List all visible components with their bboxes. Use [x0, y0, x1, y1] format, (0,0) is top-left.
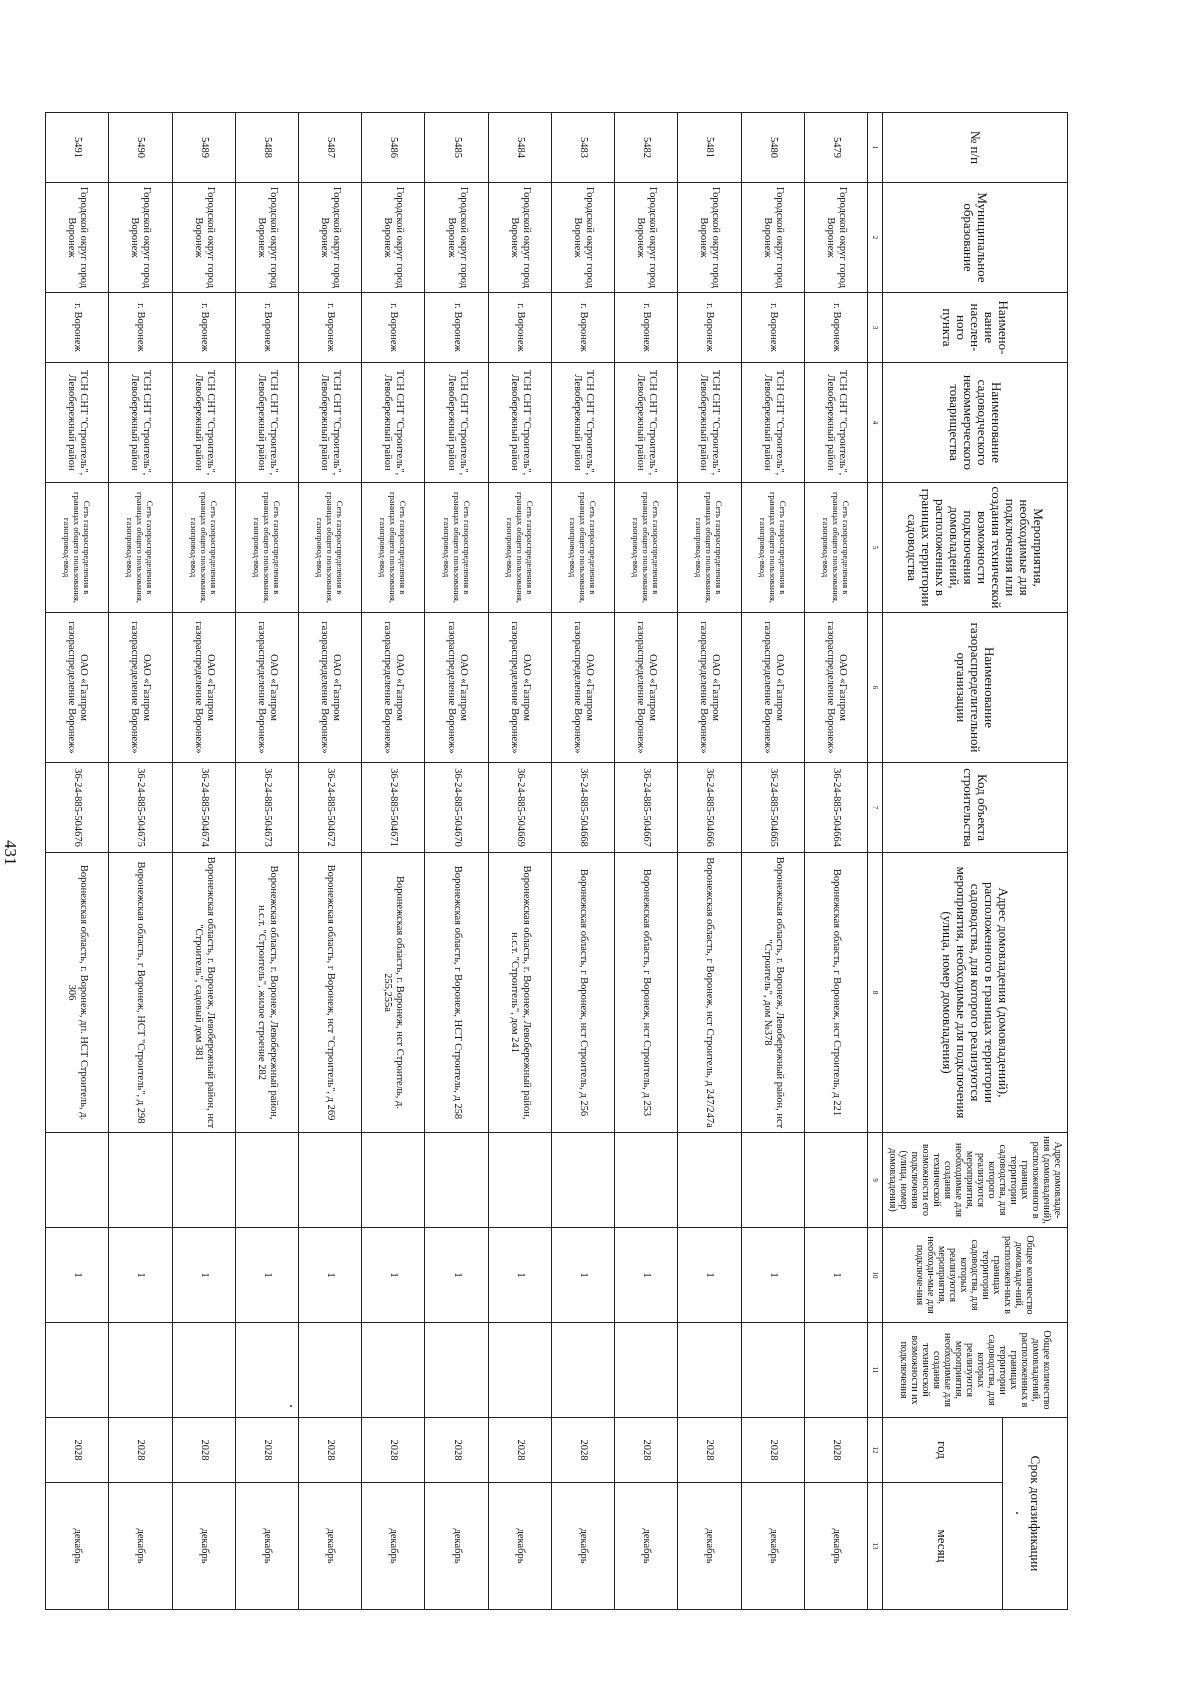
gas-org: ОАО «Газпром газораспределение Воронеж»: [804, 613, 867, 763]
measures: Сеть газораспределения в границах общего пользования, газопровод-ввод: [235, 483, 298, 613]
settlement: г. Воронеж: [172, 293, 235, 363]
address-connection: Воронежская область, г. Воронеж, нст Строитель, д. 255,255а: [362, 853, 425, 1133]
snt-name: ТСН СНТ "Строитель", Левобережный район: [488, 363, 551, 483]
snt-name: ТСН СНТ "Строитель", Левобережный район: [46, 363, 109, 483]
gasification-table-container: [45, 112, 1068, 1609]
row-number: 5479: [804, 113, 867, 183]
deadline-month: декабрь: [741, 1483, 804, 1610]
row-number: 5486: [362, 113, 425, 183]
count-connection: 1: [172, 1228, 235, 1323]
municipality: Городской округ город Воронеж: [804, 183, 867, 293]
deadline-year: 2028: [488, 1418, 551, 1483]
measures: Сеть газораспределения в границах общего пользования, газопровод-ввод: [109, 483, 172, 613]
snt-name: ТСН СНТ "Строитель", Левобережный район: [172, 363, 235, 483]
count-technical: [235, 1323, 298, 1418]
table-row: [109, 113, 172, 1610]
address-technical: [235, 1133, 298, 1228]
header-count-technical: Общее количество домовладений, расположенных в границах территории садоводства, для которых реализуются мероприятия, необходимые для создания технической возможности их подключения: [883, 1323, 1068, 1418]
table-row: [299, 113, 362, 1610]
count-technical: [425, 1323, 488, 1418]
header-object-code: Код объекта строительства: [883, 763, 1068, 853]
settlement: г. Воронеж: [425, 293, 488, 363]
count-connection: 1: [109, 1228, 172, 1323]
object-code: 36-24-885-504675: [109, 763, 172, 853]
gas-org: ОАО «Газпром газораспределение Воронеж»: [488, 613, 551, 763]
object-code: 36-24-885-504670: [425, 763, 488, 853]
header-settlement: Наимено-вание населен-ного пункта: [883, 293, 1068, 363]
snt-name: ТСН СНТ "Строитель", Левобережный район: [109, 363, 172, 483]
gasification-table: [45, 112, 1068, 1610]
address-technical: [488, 1133, 551, 1228]
settlement: г. Воронеж: [741, 293, 804, 363]
count-connection: 1: [235, 1228, 298, 1323]
gas-org: ОАО «Газпром газораспределение Воронеж»: [741, 613, 804, 763]
count-technical: [46, 1323, 109, 1418]
count-connection: 1: [741, 1228, 804, 1323]
column-number: 1: [868, 113, 883, 183]
gas-org: ОАО «Газпром газораспределение Воронеж»: [235, 613, 298, 763]
column-number: 12: [868, 1418, 883, 1483]
snt-name: ТСН СНТ "Строитель", Левобережный район: [425, 363, 488, 483]
object-code: 36-24-885-504676: [46, 763, 109, 853]
object-code: 36-24-885-504667: [615, 763, 678, 853]
gas-org: ОАО «Газпром газораспределение Воронеж»: [299, 613, 362, 763]
row-number: 5483: [551, 113, 614, 183]
snt-name: ТСН СНТ "Строитель", Левобережный район: [299, 363, 362, 483]
object-code: 36-24-885-504668: [551, 763, 614, 853]
snt-name: ТСН СНТ "Строитель", Левобережный район: [235, 363, 298, 483]
count-connection: 1: [362, 1228, 425, 1323]
deadline-year: 2028: [235, 1418, 298, 1483]
scan-speck: [1016, 1512, 1018, 1514]
gas-org: ОАО «Газпром газораспределение Воронеж»: [425, 613, 488, 763]
snt-name: ТСН СНТ "Строитель", Левобережный район: [741, 363, 804, 483]
settlement: г. Воронеж: [109, 293, 172, 363]
column-number: 9: [868, 1133, 883, 1228]
column-number: 6: [868, 613, 883, 763]
deadline-year: 2028: [741, 1418, 804, 1483]
object-code: 36-24-885-504664: [804, 763, 867, 853]
address-connection: Воронежская область, г. Воронеж, Левобережный район, нст "Строитель", дом №378: [741, 853, 804, 1133]
header-month: месяц: [883, 1483, 1003, 1610]
row-number: 5481: [678, 113, 741, 183]
table-body: [46, 113, 868, 1610]
header-deadline: Срок догазификации: [1003, 1418, 1068, 1610]
address-technical: [551, 1133, 614, 1228]
column-number: 10: [868, 1228, 883, 1323]
municipality: Городской округ город Воронеж: [741, 183, 804, 293]
deadline-month: декабрь: [678, 1483, 741, 1610]
deadline-month: декабрь: [804, 1483, 867, 1610]
table-row: [425, 113, 488, 1610]
settlement: г. Воронеж: [488, 293, 551, 363]
deadline-month: декабрь: [109, 1483, 172, 1610]
deadline-year: 2028: [551, 1418, 614, 1483]
address-technical: [615, 1133, 678, 1228]
snt-name: ТСН СНТ "Строитель", Левобережный район: [551, 363, 614, 483]
table-row: [362, 113, 425, 1610]
header-year: год: [883, 1418, 1003, 1483]
municipality: Городской округ город Воронеж: [551, 183, 614, 293]
address-connection: Воронежская область, г. Воронеж, Левобережный район, нст "Строитель", садовый дом 381: [172, 853, 235, 1133]
table-row: [551, 113, 614, 1610]
count-connection: 1: [615, 1228, 678, 1323]
municipality: Городской округ город Воронеж: [235, 183, 298, 293]
count-technical: [678, 1323, 741, 1418]
measures: Сеть газораспределения в границах общего пользования, газопровод-ввод: [741, 483, 804, 613]
address-connection: Воронежская область, г. Воронеж, дп. НСТ Строитель, д. 306: [46, 853, 109, 1133]
settlement: г. Воронеж: [46, 293, 109, 363]
municipality: Городской округ город Воронеж: [488, 183, 551, 293]
count-technical: [362, 1323, 425, 1418]
address-technical: [109, 1133, 172, 1228]
gas-org: ОАО «Газпром газораспределение Воронеж»: [362, 613, 425, 763]
settlement: г. Воронеж: [615, 293, 678, 363]
deadline-year: 2028: [299, 1418, 362, 1483]
address-connection: Воронежская область, г Воронеж, нст "Строитель", д 269: [299, 853, 362, 1133]
row-number: 5487: [299, 113, 362, 183]
address-technical: [299, 1133, 362, 1228]
count-technical: [741, 1323, 804, 1418]
address-technical: [46, 1133, 109, 1228]
address-technical: [804, 1133, 867, 1228]
address-technical: [172, 1133, 235, 1228]
table-row: [46, 113, 109, 1610]
count-technical: [615, 1323, 678, 1418]
municipality: Городской округ город Воронеж: [172, 183, 235, 293]
object-code: 36-24-885-504669: [488, 763, 551, 853]
deadline-year: 2028: [425, 1418, 488, 1483]
measures: Сеть газораспределения в границах общего пользования, газопровод-ввод: [551, 483, 614, 613]
deadline-year: 2028: [678, 1418, 741, 1483]
deadline-year: 2028: [804, 1418, 867, 1483]
count-connection: 1: [488, 1228, 551, 1323]
table-row: [804, 113, 867, 1610]
object-code: 36-24-885-504671: [362, 763, 425, 853]
header-count-connection: Общее количество домовладе-ний, расположен-ных в границах территории садоводства, для которых реализуются мероприятия, необходи-мые для подключе-ния: [883, 1228, 1068, 1323]
header-number: № п/п: [883, 113, 1068, 183]
column-number: 2: [868, 183, 883, 293]
municipality: Городской округ город Воронеж: [299, 183, 362, 293]
address-connection: Воронежская область, г. Воронеж, Левобережный район, н.с.т. "Строитель", жилое строение 282: [235, 853, 298, 1133]
count-connection: 1: [804, 1228, 867, 1323]
address-connection: Воронежская область, г Воронеж, нст Строитель, д 253: [615, 853, 678, 1133]
municipality: Городской округ город Воронеж: [362, 183, 425, 293]
column-number: 13: [868, 1483, 883, 1610]
column-number: 5: [868, 483, 883, 613]
municipality: Городской округ город Воронеж: [46, 183, 109, 293]
column-numbers-row: [868, 113, 883, 1610]
gas-org: ОАО «Газпром газораспределение Воронеж»: [172, 613, 235, 763]
row-number: 5485: [425, 113, 488, 183]
header-address-connection: Адрес домовладения (домовладений), расположенного в границах территории садоводства, для которого реализуются мероприятия, необходимые для подключения (улица, номер домовладения): [883, 853, 1068, 1133]
header-snt: Наименование садоводческого некоммерческого товарищества: [883, 363, 1068, 483]
row-number: 5488: [235, 113, 298, 183]
settlement: г. Воронеж: [299, 293, 362, 363]
municipality: Городской округ город Воронеж: [109, 183, 172, 293]
deadline-month: декабрь: [362, 1483, 425, 1610]
deadline-month: декабрь: [488, 1483, 551, 1610]
measures: Сеть газораспределения в границах общего пользования, газопровод-ввод: [488, 483, 551, 613]
address-technical: [362, 1133, 425, 1228]
address-technical: [678, 1133, 741, 1228]
column-number: 7: [868, 763, 883, 853]
count-connection: 1: [299, 1228, 362, 1323]
address-connection: Воронежская область, г Воронеж, нст Строитель, д 221: [804, 853, 867, 1133]
measures: Сеть газораспределения в границах общего пользования, газопровод-ввод: [299, 483, 362, 613]
address-technical: [425, 1133, 488, 1228]
gas-org: ОАО «Газпром газораспределение Воронеж»: [678, 613, 741, 763]
address-connection: Воронежская область, г Воронеж, НСТ Строитель, д 258: [425, 853, 488, 1133]
row-number: 5482: [615, 113, 678, 183]
gas-org: ОАО «Газпром газораспределение Воронеж»: [46, 613, 109, 763]
count-technical: [551, 1323, 614, 1418]
deadline-month: декабрь: [425, 1483, 488, 1610]
count-technical: [804, 1323, 867, 1418]
object-code: 36-24-885-504666: [678, 763, 741, 853]
gas-org: ОАО «Газпром газораспределение Воронеж»: [109, 613, 172, 763]
deadline-month: декабрь: [46, 1483, 109, 1610]
measures: Сеть газораспределения в границах общего пользования, газопровод-ввод: [615, 483, 678, 613]
snt-name: ТСН СНТ "Строитель", Левобережный район: [678, 363, 741, 483]
column-number: 4: [868, 363, 883, 483]
measures: Сеть газораспределения в границах общего пользования, газопровод-ввод: [172, 483, 235, 613]
deadline-year: 2028: [615, 1418, 678, 1483]
snt-name: ТСН СНТ "Строитель", Левобережный район: [615, 363, 678, 483]
deadline-month: декабрь: [235, 1483, 298, 1610]
object-code: 36-24-885-504674: [172, 763, 235, 853]
address-connection: Воронежская область, г Воронеж, нст Строитель, д 256: [551, 853, 614, 1133]
count-technical: [299, 1323, 362, 1418]
object-code: 36-24-885-504665: [741, 763, 804, 853]
municipality: Городской округ город Воронеж: [425, 183, 488, 293]
measures: Сеть газораспределения в границах общего пользования, газопровод-ввод: [425, 483, 488, 613]
settlement: г. Воронеж: [235, 293, 298, 363]
table-row: [172, 113, 235, 1610]
settlement: г. Воронеж: [678, 293, 741, 363]
column-number: 8: [868, 853, 883, 1133]
count-connection: 1: [551, 1228, 614, 1323]
row-number: 5480: [741, 113, 804, 183]
address-technical: [741, 1133, 804, 1228]
count-technical: [172, 1323, 235, 1418]
measures: Сеть газораспределения в границах общего пользования, газопровод-ввод: [804, 483, 867, 613]
count-connection: 1: [425, 1228, 488, 1323]
address-connection: Воронежская область, г Воронеж, НСТ "Строитель", д 298: [109, 853, 172, 1133]
header-measures: Мероприятия, необходимые для подключения или создания технической возможности подключения домовладений, расположенных в границах территории садоводства: [883, 483, 1068, 613]
scan-speck: [290, 1405, 292, 1407]
table-row: [235, 113, 298, 1610]
page-number: 431: [1, 840, 20, 866]
municipality: Городской округ город Воронеж: [678, 183, 741, 293]
measures: Сеть газораспределения в границах общего пользования, газопровод-ввод: [678, 483, 741, 613]
row-number: 5484: [488, 113, 551, 183]
deadline-year: 2028: [362, 1418, 425, 1483]
municipality: Городской округ город Воронеж: [615, 183, 678, 293]
deadline-month: декабрь: [172, 1483, 235, 1610]
object-code: 36-24-885-504673: [235, 763, 298, 853]
object-code: 36-24-885-504672: [299, 763, 362, 853]
address-connection: Воронежская область, г Воронеж, нст Строитель, д 247/247а: [678, 853, 741, 1133]
deadline-year: 2028: [109, 1418, 172, 1483]
measures: Сеть газораспределения в границах общего пользования, газопровод-ввод: [362, 483, 425, 613]
table-row: [678, 113, 741, 1610]
settlement: г. Воронеж: [362, 293, 425, 363]
gas-org: ОАО «Газпром газораспределение Воронеж»: [615, 613, 678, 763]
column-number: 3: [868, 293, 883, 363]
deadline-month: декабрь: [299, 1483, 362, 1610]
measures: Сеть газораспределения в границах общего пользования, газопровод-ввод: [46, 483, 109, 613]
header-address-technical: Адрес домовладе-ния (домовладений), расположенного в границах территории садоводства, для которого реализуются мероприятия, необходимые для создания технической возможности его подключения (улица, номер домовладения): [883, 1133, 1068, 1228]
deadline-month: декабрь: [615, 1483, 678, 1610]
count-technical: [488, 1323, 551, 1418]
table-row: [741, 113, 804, 1610]
deadline-month: декабрь: [551, 1483, 614, 1610]
row-number: 5489: [172, 113, 235, 183]
table-row: [615, 113, 678, 1610]
table-row: [488, 113, 551, 1610]
count-connection: 1: [678, 1228, 741, 1323]
gas-org: ОАО «Газпром газораспределение Воронеж»: [551, 613, 614, 763]
column-number: 11: [868, 1323, 883, 1418]
address-connection: Воронежская область, г. Воронеж, Левобережный район, н.с.т. "Строитель", дом 241: [488, 853, 551, 1133]
count-connection: 1: [46, 1228, 109, 1323]
snt-name: ТСН СНТ "Строитель", Левобережный район: [804, 363, 867, 483]
snt-name: ТСН СНТ "Строитель", Левобережный район: [362, 363, 425, 483]
settlement: г. Воронеж: [804, 293, 867, 363]
deadline-year: 2028: [46, 1418, 109, 1483]
deadline-year: 2028: [172, 1418, 235, 1483]
row-number: 5491: [46, 113, 109, 183]
header-gas-org: Наименование газораспределительной организации: [883, 613, 1068, 763]
row-number: 5490: [109, 113, 172, 183]
header-municipality: Муниципальное образование: [883, 183, 1068, 293]
count-technical: [109, 1323, 172, 1418]
settlement: г. Воронеж: [551, 293, 614, 363]
